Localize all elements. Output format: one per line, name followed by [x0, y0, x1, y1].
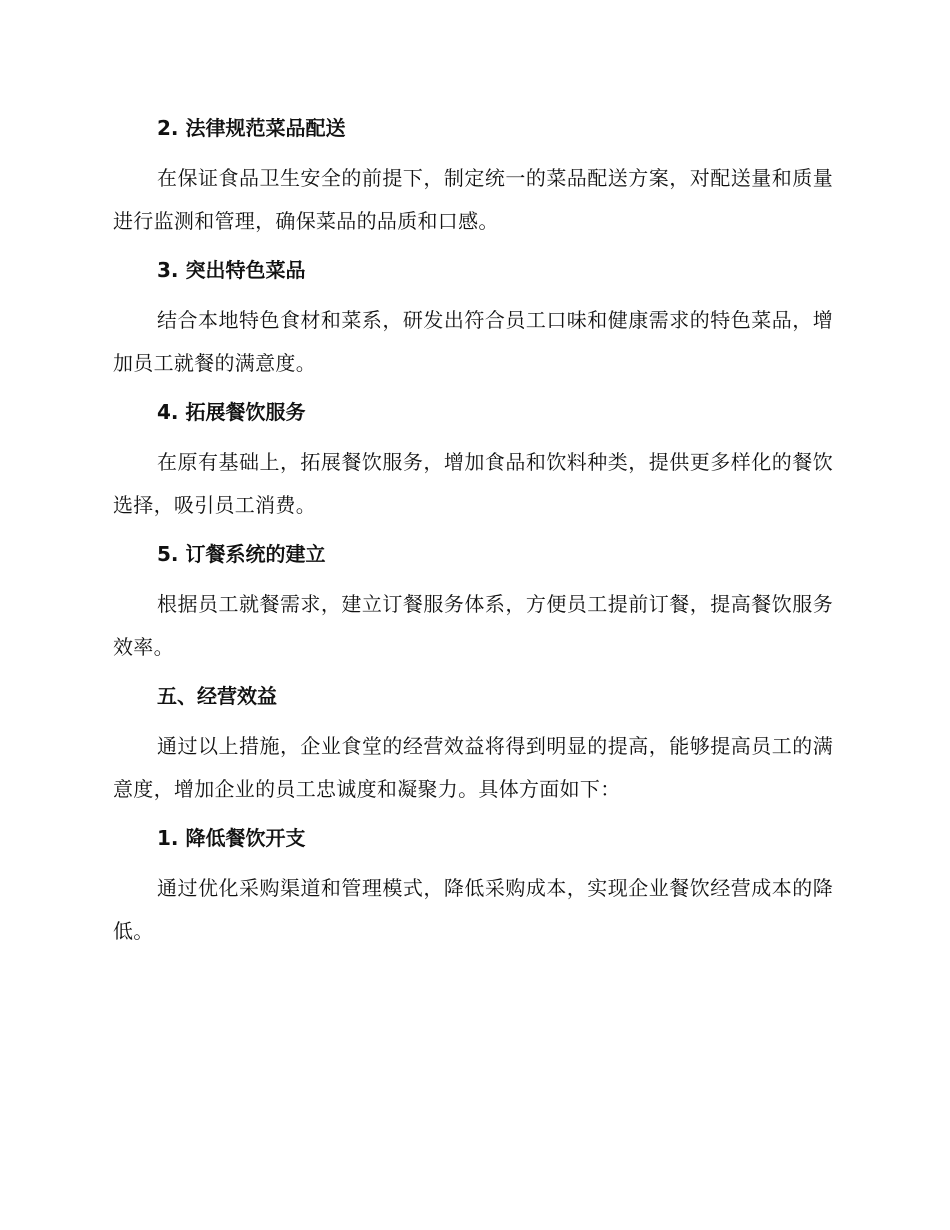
section-paragraph-delivery: 在保证食品卫生安全的前提下，制定统一的菜品配送方案，对配送量和质量进行监测和管理，确保菜品的品质和口感。 — [113, 166, 833, 233]
document-body — [113, 113, 833, 965]
section-paragraph-service: 在原有基础上，拓展餐饮服务，增加食品和饮料种类，提供更多样化的餐饮选择，吸引员工消费。 — [113, 450, 833, 517]
section-heading-delivery: 2. 法律规范菜品配送 — [157, 116, 346, 140]
section-heading-cost: 1. 降低餐饮开支 — [157, 826, 306, 850]
section-paragraph-cost: 通过优化采购渠道和管理模式，降低采购成本，实现企业餐饮经营成本的降低。 — [113, 876, 833, 943]
section-paragraph-ordering: 根据员工就餐需求，建立订餐服务体系，方便员工提前订餐，提高餐饮服务效率。 — [113, 592, 833, 659]
section-paragraph-benefits: 通过以上措施，企业食堂的经营效益将得到明显的提高，能够提高员工的满意度，增加企业的员工忠诚度和凝聚力。具体方面如下： — [113, 734, 833, 801]
section-heading-specialty: 3. 突出特色菜品 — [157, 258, 306, 282]
section-heading-service: 4. 拓展餐饮服务 — [157, 400, 306, 424]
section-paragraph-specialty: 结合本地特色食材和菜系，研发出符合员工口味和健康需求的特色菜品，增加员工就餐的满意度。 — [113, 308, 833, 375]
section-heading-ordering: 5. 订餐系统的建立 — [157, 542, 326, 566]
section-heading-benefits: 五、经营效益 — [157, 684, 277, 708]
